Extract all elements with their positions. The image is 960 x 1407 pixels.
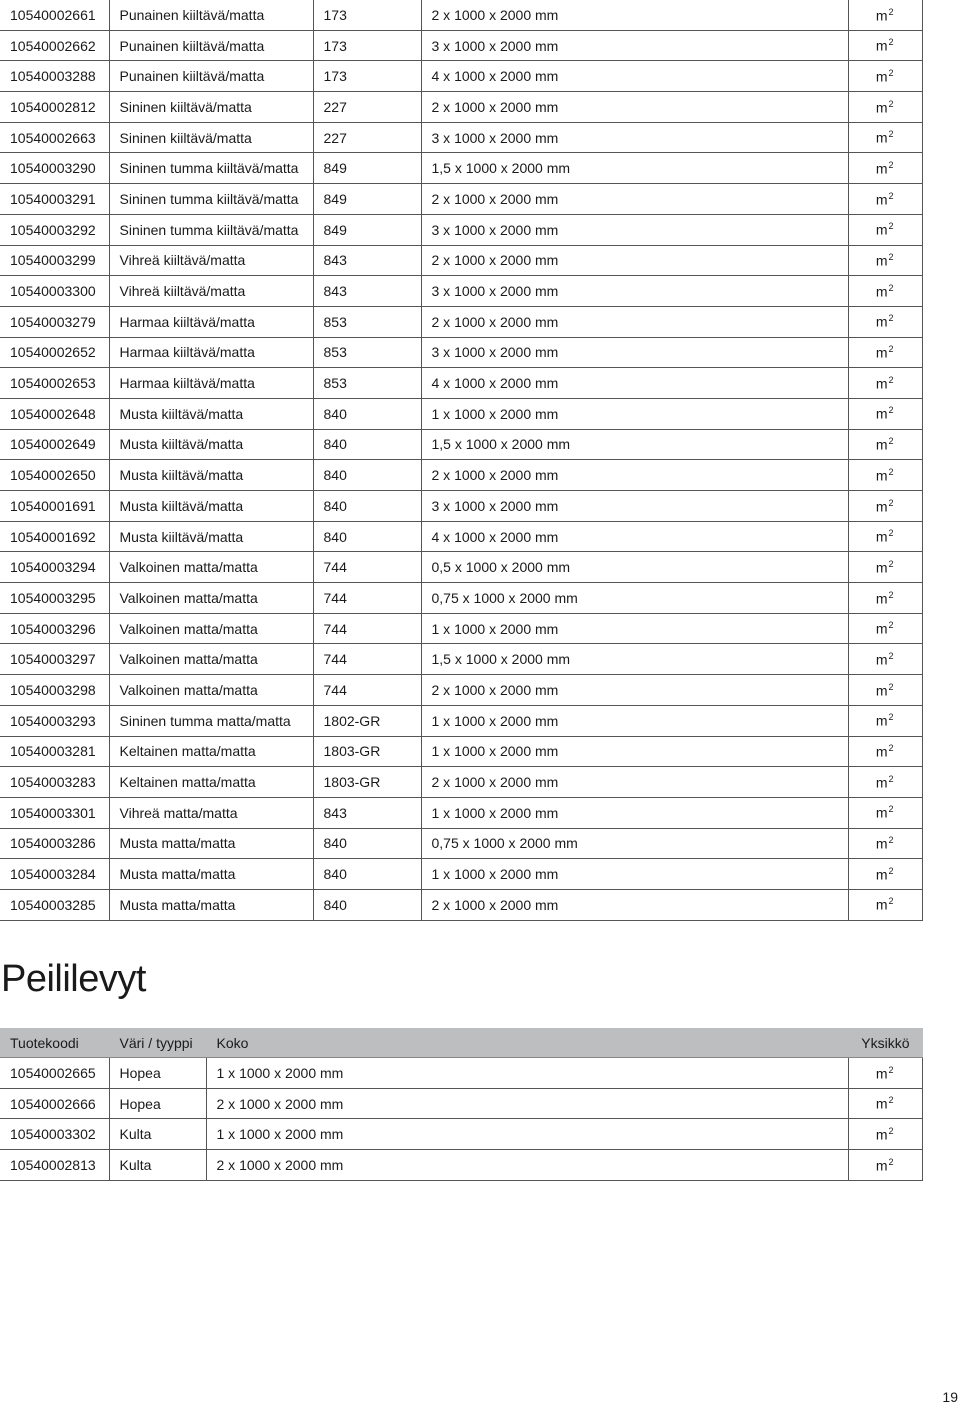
unit-cell [848, 306, 922, 337]
unit-exponent: 2 [888, 497, 894, 508]
color-type-cell: Musta kiiltävä/matta [109, 429, 313, 460]
unit-text: m [875, 375, 888, 392]
mirror-sheet-table [0, 1028, 923, 1181]
unit-text: m [875, 620, 888, 637]
color-type-cell: Vihreä kiiltävä/matta [109, 245, 313, 276]
unit-cell [848, 214, 922, 245]
unit-exponent: 2 [888, 1064, 894, 1075]
unit-cell [848, 184, 922, 215]
product-code-cell: 10540003298 [0, 675, 109, 706]
unit-text: m [875, 191, 888, 208]
unit-exponent: 2 [888, 528, 894, 539]
product-code-cell: 10540003299 [0, 245, 109, 276]
size-cell: 1 x 1000 x 2000 mm [421, 398, 848, 429]
size-cell: 2 x 1000 x 2000 mm [421, 767, 848, 798]
table-row [0, 1119, 922, 1150]
mirror-sheet-table-body [0, 1058, 922, 1181]
size-cell: 3 x 1000 x 2000 mm [421, 276, 848, 307]
color-number-cell: 840 [313, 859, 421, 890]
color-number-cell: 1802-GR [313, 705, 421, 736]
unit-text: m [875, 406, 888, 423]
color-number-cell: 840 [313, 398, 421, 429]
product-code-cell: 10540003279 [0, 306, 109, 337]
product-code-cell: 10540002665 [0, 1058, 109, 1089]
product-code-cell: 10540003284 [0, 859, 109, 890]
color-type-cell: Kulta [109, 1150, 206, 1181]
product-code-cell: 10540002813 [0, 1150, 109, 1181]
color-number-cell: 744 [313, 644, 421, 675]
size-cell: 1 x 1000 x 2000 mm [421, 859, 848, 890]
product-code-cell: 10540002666 [0, 1088, 109, 1119]
unit-exponent: 2 [888, 1095, 894, 1106]
table-row [0, 337, 922, 368]
product-code-cell: 10540003281 [0, 736, 109, 767]
size-cell: 1 x 1000 x 2000 mm [421, 736, 848, 767]
unit-text: m [875, 160, 888, 177]
unit-text: m [875, 712, 888, 729]
table-row [0, 0, 922, 30]
color-number-cell: 840 [313, 429, 421, 460]
color-number-cell: 849 [313, 184, 421, 215]
size-cell: 1,5 x 1000 x 2000 mm [421, 644, 848, 675]
unit-cell [848, 0, 922, 30]
size-cell: 2 x 1000 x 2000 mm [421, 675, 848, 706]
unit-cell [848, 828, 922, 859]
unit-exponent: 2 [888, 558, 894, 569]
color-number-cell: 853 [313, 306, 421, 337]
unit-text: m [875, 774, 888, 791]
table-row [0, 491, 922, 522]
size-cell: 0,75 x 1000 x 2000 mm [421, 583, 848, 614]
color-number-cell: 843 [313, 276, 421, 307]
unit-text: m [875, 528, 888, 545]
size-cell: 2 x 1000 x 2000 mm [206, 1088, 848, 1119]
unit-text: m [875, 498, 888, 515]
section-title: Peililevyt [1, 958, 146, 1000]
color-type-cell: Vihreä kiiltävä/matta [109, 276, 313, 307]
header-code: Tuotekoodi [0, 1028, 109, 1058]
size-cell: 1 x 1000 x 2000 mm [421, 613, 848, 644]
color-type-cell: Punainen kiiltävä/matta [109, 0, 313, 30]
unit-cell [848, 552, 922, 583]
unit-exponent: 2 [888, 344, 894, 355]
unit-cell [848, 797, 922, 828]
unit-cell [848, 92, 922, 123]
header-size: Koko [206, 1028, 848, 1058]
product-code-cell: 10540002648 [0, 398, 109, 429]
size-cell: 4 x 1000 x 2000 mm [421, 521, 848, 552]
size-cell: 0,5 x 1000 x 2000 mm [421, 552, 848, 583]
table-row [0, 613, 922, 644]
table-row [0, 1058, 922, 1089]
unit-text: m [875, 221, 888, 238]
color-type-cell: Sininen tumma kiiltävä/matta [109, 184, 313, 215]
product-code-cell: 10540003294 [0, 552, 109, 583]
table-row [0, 30, 922, 61]
unit-text: m [875, 129, 888, 146]
unit-exponent: 2 [888, 896, 894, 907]
product-code-cell: 10540003288 [0, 61, 109, 92]
unit-text: m [875, 7, 888, 24]
color-number-cell: 840 [313, 460, 421, 491]
unit-text: m [875, 590, 888, 607]
color-type-cell: Keltainen matta/matta [109, 736, 313, 767]
product-code-cell: 10540003283 [0, 767, 109, 798]
color-number-cell: 849 [313, 214, 421, 245]
unit-exponent: 2 [888, 159, 894, 170]
color-number-cell: 227 [313, 122, 421, 153]
product-code-cell: 10540003296 [0, 613, 109, 644]
unit-text: m [875, 1157, 888, 1174]
unit-text: m [875, 467, 888, 484]
unit-exponent: 2 [888, 650, 894, 661]
unit-exponent: 2 [888, 835, 894, 846]
table-row [0, 61, 922, 92]
size-cell: 3 x 1000 x 2000 mm [421, 30, 848, 61]
unit-exponent: 2 [888, 1156, 894, 1167]
color-number-cell: 1803-GR [313, 767, 421, 798]
unit-cell [848, 61, 922, 92]
unit-exponent: 2 [888, 804, 894, 815]
unit-text: m [875, 436, 888, 453]
size-cell: 2 x 1000 x 2000 mm [421, 0, 848, 30]
unit-cell [848, 398, 922, 429]
unit-exponent: 2 [888, 221, 894, 232]
color-type-cell: Valkoinen matta/matta [109, 552, 313, 583]
product-code-cell: 10540002663 [0, 122, 109, 153]
unit-exponent: 2 [888, 589, 894, 600]
unit-exponent: 2 [888, 374, 894, 385]
unit-exponent: 2 [888, 129, 894, 140]
color-type-cell: Sininen kiiltävä/matta [109, 122, 313, 153]
unit-exponent: 2 [888, 681, 894, 692]
unit-text: m [875, 1065, 888, 1082]
size-cell: 1 x 1000 x 2000 mm [421, 705, 848, 736]
color-type-cell: Musta kiiltävä/matta [109, 460, 313, 491]
color-number-cell: 840 [313, 828, 421, 859]
table-row [0, 122, 922, 153]
color-type-cell: Punainen kiiltävä/matta [109, 61, 313, 92]
header-color: Väri / tyyppi [109, 1028, 206, 1058]
size-cell: 1,5 x 1000 x 2000 mm [421, 429, 848, 460]
color-type-cell: Musta kiiltävä/matta [109, 491, 313, 522]
unit-exponent: 2 [888, 98, 894, 109]
unit-cell [848, 705, 922, 736]
size-cell: 1 x 1000 x 2000 mm [206, 1119, 848, 1150]
color-number-cell: 853 [313, 337, 421, 368]
color-type-cell: Musta kiiltävä/matta [109, 398, 313, 429]
unit-text: m [875, 559, 888, 576]
table-row [0, 675, 922, 706]
unit-cell [848, 337, 922, 368]
unit-exponent: 2 [888, 466, 894, 477]
product-code-cell: 10540003285 [0, 889, 109, 920]
color-type-cell: Musta kiiltävä/matta [109, 521, 313, 552]
table-row [0, 1088, 922, 1119]
color-number-cell: 744 [313, 552, 421, 583]
color-type-cell: Musta matta/matta [109, 828, 313, 859]
unit-cell [848, 122, 922, 153]
unit-exponent: 2 [888, 712, 894, 723]
table-row [0, 828, 922, 859]
product-code-cell: 10540003290 [0, 153, 109, 184]
table-row [0, 797, 922, 828]
unit-cell [848, 429, 922, 460]
unit-exponent: 2 [888, 1125, 894, 1136]
product-code-cell: 10540002649 [0, 429, 109, 460]
unit-cell [848, 368, 922, 399]
color-type-cell: Kulta [109, 1119, 206, 1150]
color-number-cell: 843 [313, 245, 421, 276]
product-code-cell: 10540002662 [0, 30, 109, 61]
unit-cell [848, 736, 922, 767]
color-type-cell: Valkoinen matta/matta [109, 613, 313, 644]
table-row [0, 552, 922, 583]
color-type-cell: Valkoinen matta/matta [109, 675, 313, 706]
unit-text: m [875, 99, 888, 116]
size-cell: 4 x 1000 x 2000 mm [421, 368, 848, 399]
color-number-cell: 227 [313, 92, 421, 123]
unit-cell [848, 675, 922, 706]
unit-exponent: 2 [888, 37, 894, 48]
table-row [0, 276, 922, 307]
size-cell: 3 x 1000 x 2000 mm [421, 122, 848, 153]
unit-exponent: 2 [888, 6, 894, 17]
unit-text: m [875, 68, 888, 85]
size-cell: 1 x 1000 x 2000 mm [421, 797, 848, 828]
color-type-cell: Sininen tumma kiiltävä/matta [109, 153, 313, 184]
table-row [0, 368, 922, 399]
unit-cell [848, 1058, 922, 1089]
color-type-cell: Sininen kiiltävä/matta [109, 92, 313, 123]
table-row [0, 889, 922, 920]
size-cell: 4 x 1000 x 2000 mm [421, 61, 848, 92]
size-cell: 2 x 1000 x 2000 mm [421, 184, 848, 215]
color-type-cell: Valkoinen matta/matta [109, 644, 313, 675]
unit-cell [848, 491, 922, 522]
unit-text: m [875, 1126, 888, 1143]
unit-cell [848, 30, 922, 61]
table-row [0, 644, 922, 675]
unit-text: m [875, 283, 888, 300]
color-number-cell: 843 [313, 797, 421, 828]
table-row [0, 859, 922, 890]
table-row [0, 245, 922, 276]
size-cell: 2 x 1000 x 2000 mm [421, 889, 848, 920]
product-code-cell: 10540002650 [0, 460, 109, 491]
unit-exponent: 2 [888, 405, 894, 416]
unit-exponent: 2 [888, 282, 894, 293]
color-number-cell: 849 [313, 153, 421, 184]
table-row [0, 306, 922, 337]
product-code-cell: 10540003297 [0, 644, 109, 675]
color-type-cell: Harmaa kiiltävä/matta [109, 368, 313, 399]
unit-cell [848, 583, 922, 614]
color-number-cell: 744 [313, 613, 421, 644]
color-type-cell: Sininen tumma kiiltävä/matta [109, 214, 313, 245]
color-number-cell: 840 [313, 889, 421, 920]
table-row [0, 92, 922, 123]
size-cell: 2 x 1000 x 2000 mm [421, 245, 848, 276]
unit-cell [848, 153, 922, 184]
color-type-cell: Keltainen matta/matta [109, 767, 313, 798]
color-type-cell: Harmaa kiiltävä/matta [109, 306, 313, 337]
unit-text: m [875, 866, 888, 883]
unit-cell [848, 521, 922, 552]
size-cell: 0,75 x 1000 x 2000 mm [421, 828, 848, 859]
color-type-cell: Vihreä matta/matta [109, 797, 313, 828]
product-code-cell: 10540003291 [0, 184, 109, 215]
table-row [0, 736, 922, 767]
product-code-cell: 10540003292 [0, 214, 109, 245]
unit-cell [848, 889, 922, 920]
color-type-cell: Valkoinen matta/matta [109, 583, 313, 614]
table-row [0, 705, 922, 736]
size-cell: 1 x 1000 x 2000 mm [206, 1058, 848, 1089]
product-code-cell: 10540003302 [0, 1119, 109, 1150]
unit-text: m [875, 835, 888, 852]
color-number-cell: 173 [313, 0, 421, 30]
size-cell: 2 x 1000 x 2000 mm [206, 1150, 848, 1181]
color-number-cell: 840 [313, 491, 421, 522]
table-row [0, 429, 922, 460]
table-row [0, 398, 922, 429]
unit-exponent: 2 [888, 190, 894, 201]
color-type-cell: Punainen kiiltävä/matta [109, 30, 313, 61]
unit-text: m [875, 897, 888, 914]
size-cell: 3 x 1000 x 2000 mm [421, 337, 848, 368]
product-code-cell: 10540003295 [0, 583, 109, 614]
unit-cell [848, 276, 922, 307]
color-number-cell: 173 [313, 61, 421, 92]
product-code-cell: 10540003301 [0, 797, 109, 828]
unit-text: m [875, 314, 888, 331]
table-row [0, 460, 922, 491]
unit-cell [848, 245, 922, 276]
unit-cell [848, 767, 922, 798]
unit-exponent: 2 [888, 773, 894, 784]
color-type-cell: Harmaa kiiltävä/matta [109, 337, 313, 368]
product-code-cell: 10540002652 [0, 337, 109, 368]
color-number-cell: 853 [313, 368, 421, 399]
table-row [0, 153, 922, 184]
product-code-cell: 10540003286 [0, 828, 109, 859]
color-type-cell: Hopea [109, 1058, 206, 1089]
size-cell: 3 x 1000 x 2000 mm [421, 214, 848, 245]
color-type-cell: Sininen tumma matta/matta [109, 705, 313, 736]
unit-text: m [875, 37, 888, 54]
product-code-cell: 10540003300 [0, 276, 109, 307]
unit-text: m [875, 651, 888, 668]
product-code-cell: 10540002661 [0, 0, 109, 30]
unit-exponent: 2 [888, 67, 894, 78]
unit-exponent: 2 [888, 743, 894, 754]
table-row [0, 184, 922, 215]
color-number-cell: 840 [313, 521, 421, 552]
header-unit: Yksikkö [848, 1028, 922, 1058]
product-code-cell: 10540001692 [0, 521, 109, 552]
unit-cell [848, 1119, 922, 1150]
unit-cell [848, 859, 922, 890]
unit-exponent: 2 [888, 436, 894, 447]
unit-exponent: 2 [888, 313, 894, 324]
table-row [0, 767, 922, 798]
unit-cell [848, 613, 922, 644]
unit-text: m [875, 1095, 888, 1112]
table-row [0, 1150, 922, 1181]
size-cell: 3 x 1000 x 2000 mm [421, 491, 848, 522]
color-type-cell: Hopea [109, 1088, 206, 1119]
unit-exponent: 2 [888, 865, 894, 876]
size-cell: 2 x 1000 x 2000 mm [421, 306, 848, 337]
unit-text: m [875, 743, 888, 760]
table-row [0, 521, 922, 552]
page-number: 19 [942, 1389, 958, 1405]
color-number-cell: 173 [313, 30, 421, 61]
product-code-cell: 10540002653 [0, 368, 109, 399]
unit-cell [848, 1150, 922, 1181]
product-code-cell: 10540001691 [0, 491, 109, 522]
unit-text: m [875, 252, 888, 269]
color-type-cell: Musta matta/matta [109, 889, 313, 920]
product-code-cell: 10540002812 [0, 92, 109, 123]
table-row [0, 214, 922, 245]
unit-text: m [875, 344, 888, 361]
color-number-cell: 1803-GR [313, 736, 421, 767]
size-cell: 2 x 1000 x 2000 mm [421, 92, 848, 123]
unit-cell [848, 644, 922, 675]
unit-text: m [875, 805, 888, 822]
unit-exponent: 2 [888, 252, 894, 263]
table-header-row [0, 1028, 922, 1058]
size-cell: 2 x 1000 x 2000 mm [421, 460, 848, 491]
table-row [0, 583, 922, 614]
size-cell: 1,5 x 1000 x 2000 mm [421, 153, 848, 184]
unit-cell [848, 460, 922, 491]
color-number-cell: 744 [313, 583, 421, 614]
unit-text: m [875, 682, 888, 699]
color-type-cell: Musta matta/matta [109, 859, 313, 890]
color-number-cell: 744 [313, 675, 421, 706]
unit-cell [848, 1088, 922, 1119]
unit-exponent: 2 [888, 620, 894, 631]
product-code-cell: 10540003293 [0, 705, 109, 736]
